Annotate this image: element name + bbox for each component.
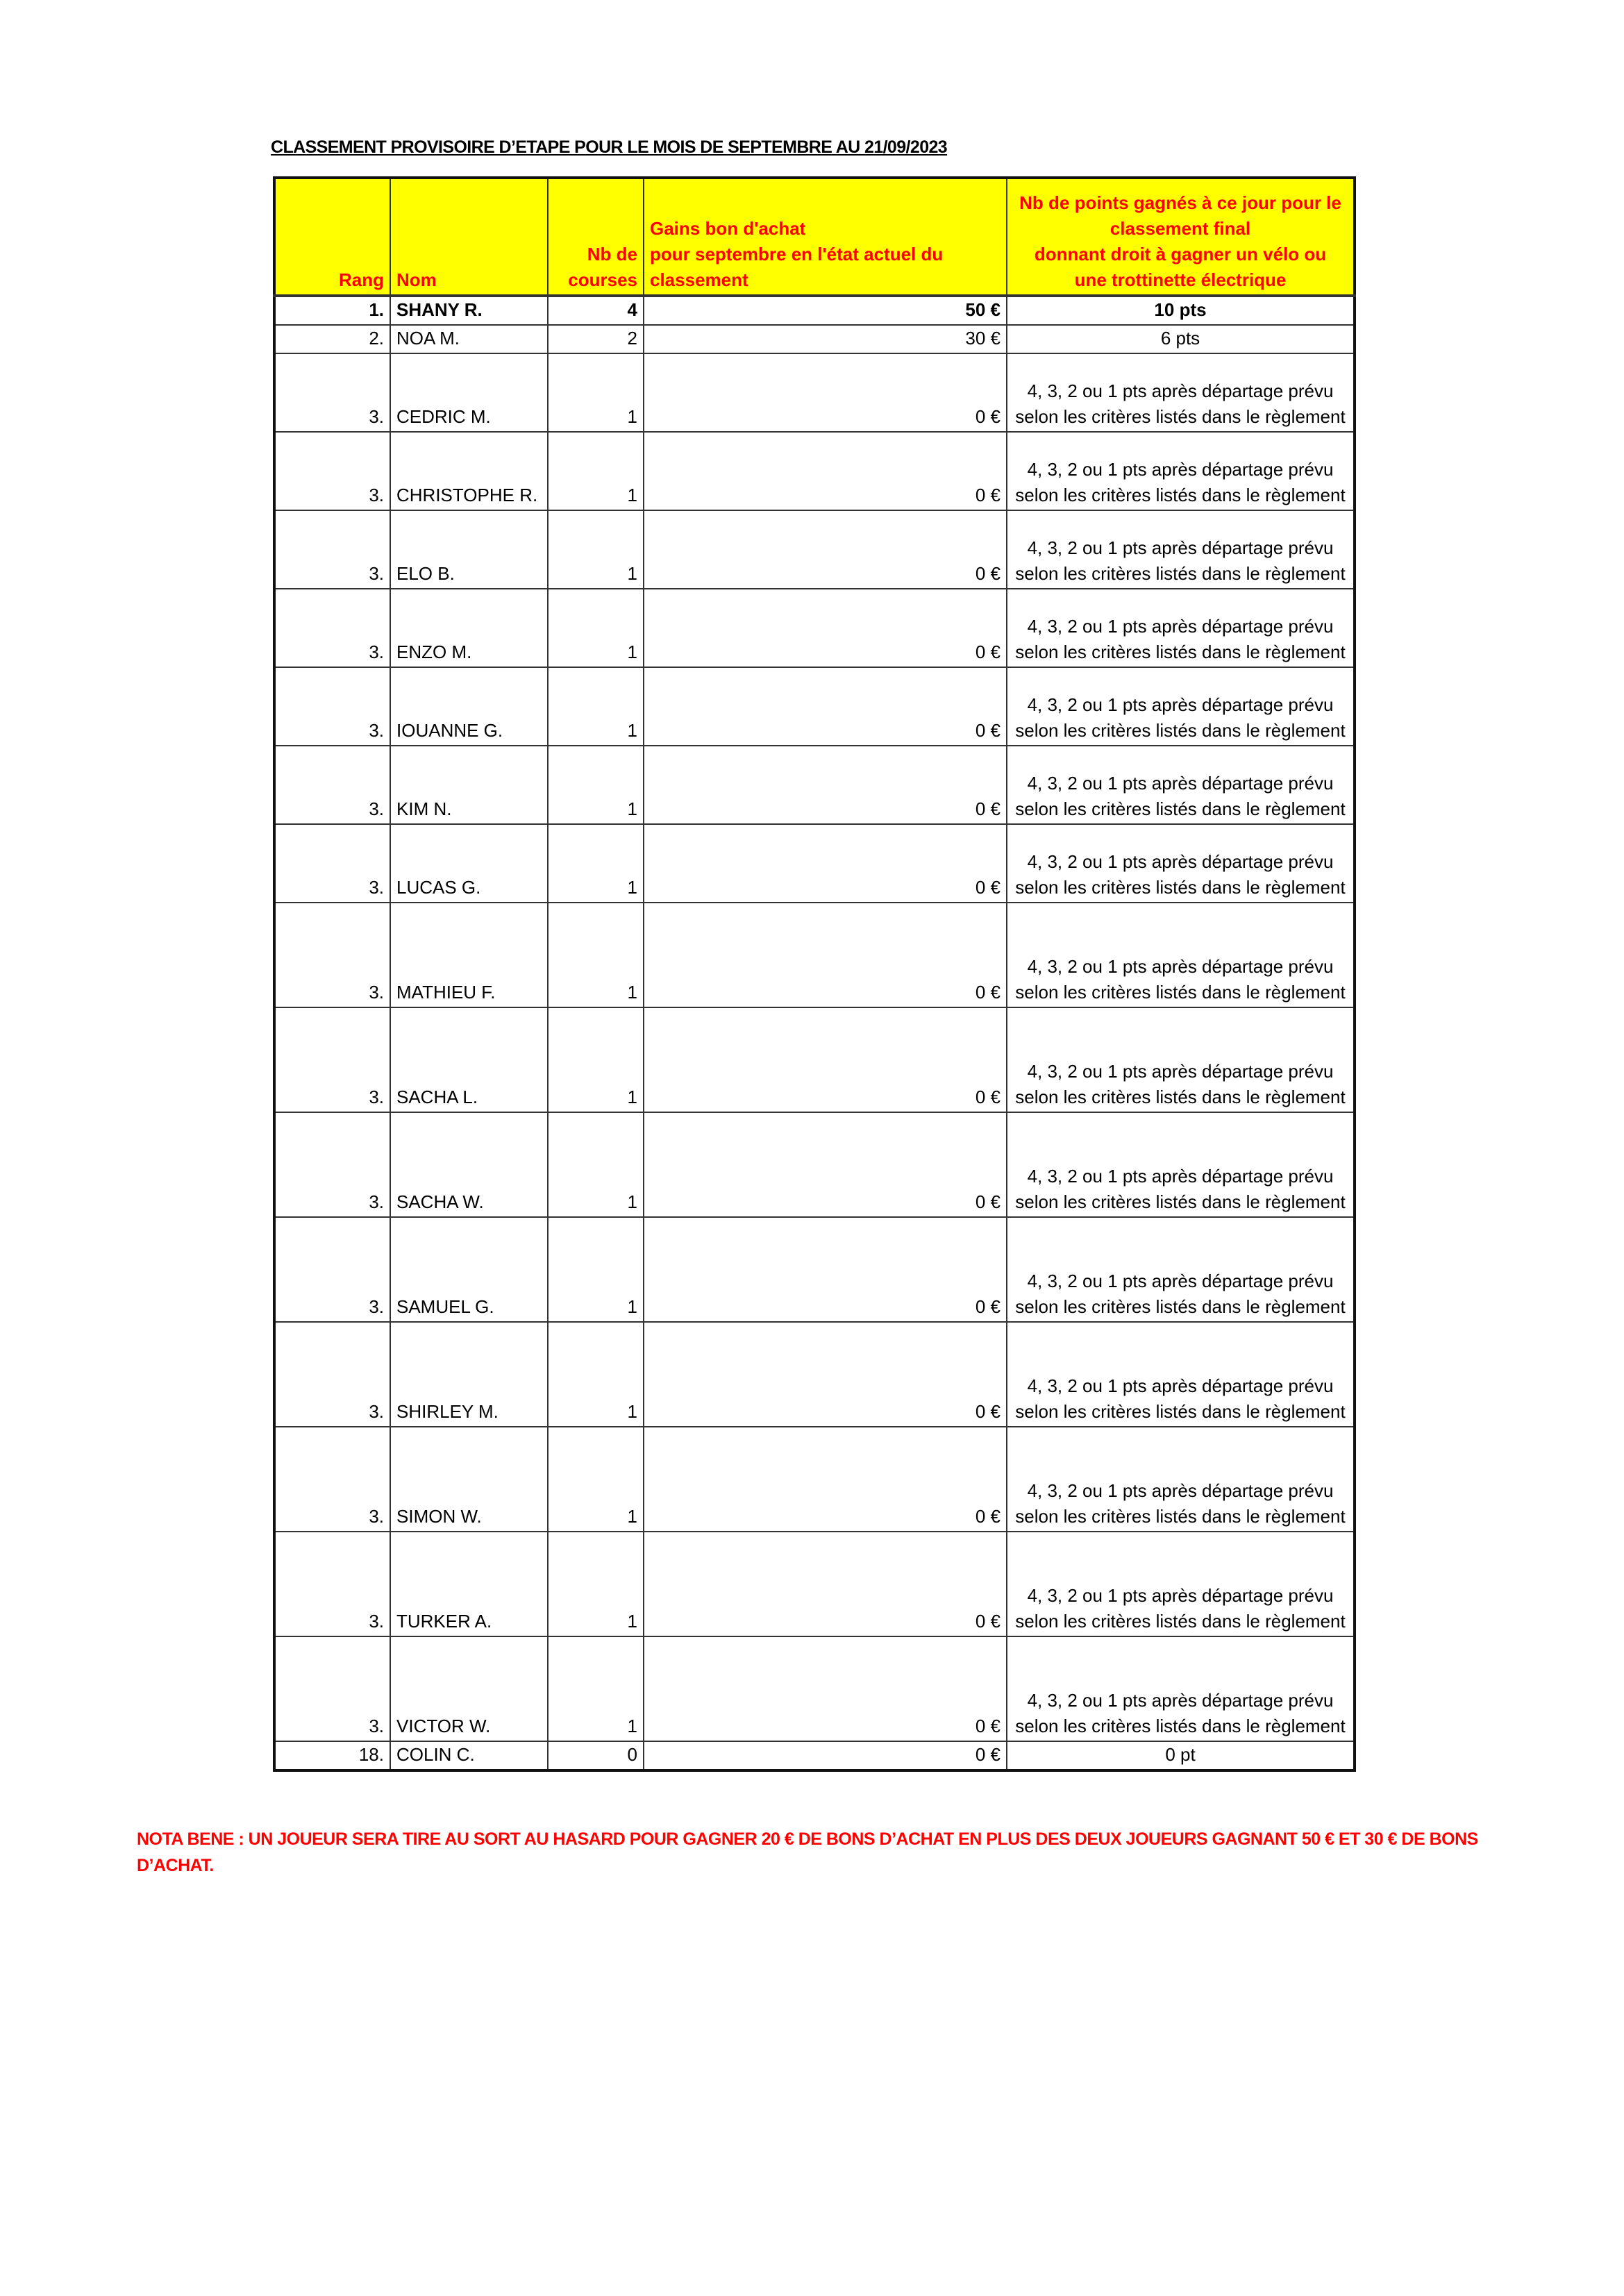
points-cell: 4, 3, 2 ou 1 pts après départage prévu selon les critères listés dans le règlement bbox=[1007, 1007, 1355, 1112]
race-count-cell: 1 bbox=[548, 746, 644, 824]
name-cell: LUCAS G. bbox=[390, 824, 548, 903]
race-count-cell: 1 bbox=[548, 1532, 644, 1636]
race-count-cell: 1 bbox=[548, 510, 644, 589]
table-row bbox=[274, 667, 1355, 746]
points-cell: 4, 3, 2 ou 1 pts après départage prévu selon les critères listés dans le règlement bbox=[1007, 432, 1355, 510]
table-row bbox=[274, 432, 1355, 510]
name-cell: COLIN C. bbox=[390, 1741, 548, 1770]
voucher-gain-cell: 0 € bbox=[644, 824, 1007, 903]
table-row bbox=[274, 510, 1355, 589]
table-row bbox=[274, 1636, 1355, 1741]
header-gains-line: Gains bon d'achat bbox=[650, 218, 806, 239]
voucher-gain-cell: 0 € bbox=[644, 746, 1007, 824]
rank-cell: 3. bbox=[274, 589, 390, 667]
race-count-cell: 1 bbox=[548, 1217, 644, 1322]
name-cell: KIM N. bbox=[390, 746, 548, 824]
rank-cell: 3. bbox=[274, 1007, 390, 1112]
points-cell: 4, 3, 2 ou 1 pts après départage prévu selon les critères listés dans le règlement bbox=[1007, 1322, 1355, 1427]
points-cell: 6 pts bbox=[1007, 325, 1355, 353]
voucher-gain-cell: 0 € bbox=[644, 510, 1007, 589]
rank-cell: 3. bbox=[274, 1322, 390, 1427]
name-cell: IOUANNE G. bbox=[390, 667, 548, 746]
name-cell: TURKER A. bbox=[390, 1532, 548, 1636]
header-nom: Nom bbox=[390, 178, 548, 296]
name-cell: SHANY R. bbox=[390, 296, 548, 325]
header-rang: Rang bbox=[274, 178, 390, 296]
race-count-cell: 4 bbox=[548, 296, 644, 325]
table-row bbox=[274, 325, 1355, 353]
name-cell: SACHA W. bbox=[390, 1112, 548, 1217]
voucher-gain-cell: 0 € bbox=[644, 353, 1007, 432]
race-count-cell: 1 bbox=[548, 824, 644, 903]
points-cell: 10 pts bbox=[1007, 296, 1355, 325]
voucher-gain-cell: 0 € bbox=[644, 1741, 1007, 1770]
rank-cell: 3. bbox=[274, 667, 390, 746]
name-cell: SIMON W. bbox=[390, 1427, 548, 1532]
voucher-gain-cell: 0 € bbox=[644, 1217, 1007, 1322]
ranking-table bbox=[273, 176, 1356, 1772]
voucher-gain-cell: 50 € bbox=[644, 296, 1007, 325]
rank-cell: 2. bbox=[274, 325, 390, 353]
name-cell: SACHA L. bbox=[390, 1007, 548, 1112]
table-row bbox=[274, 589, 1355, 667]
race-count-cell: 1 bbox=[548, 903, 644, 1007]
points-cell: 4, 3, 2 ou 1 pts après départage prévu selon les critères listés dans le règlement bbox=[1007, 824, 1355, 903]
points-cell: 4, 3, 2 ou 1 pts après départage prévu selon les critères listés dans le règlement bbox=[1007, 1112, 1355, 1217]
table-row bbox=[274, 1112, 1355, 1217]
name-cell: ELO B. bbox=[390, 510, 548, 589]
rank-cell: 3. bbox=[274, 510, 390, 589]
header-points-line: Nb de points gagnés à ce jour pour le bbox=[1019, 192, 1341, 213]
voucher-gain-cell: 0 € bbox=[644, 1532, 1007, 1636]
points-cell: 4, 3, 2 ou 1 pts après départage prévu selon les critères listés dans le règlement bbox=[1007, 667, 1355, 746]
voucher-gain-cell: 0 € bbox=[644, 667, 1007, 746]
race-count-cell: 1 bbox=[548, 353, 644, 432]
points-cell: 4, 3, 2 ou 1 pts après départage prévu selon les critères listés dans le règlement bbox=[1007, 1427, 1355, 1532]
points-cell: 4, 3, 2 ou 1 pts après départage prévu selon les critères listés dans le règlement bbox=[1007, 746, 1355, 824]
rank-cell: 3. bbox=[274, 1532, 390, 1636]
table-row bbox=[274, 1532, 1355, 1636]
name-cell: SAMUEL G. bbox=[390, 1217, 548, 1322]
rank-cell: 18. bbox=[274, 1741, 390, 1770]
points-cell: 4, 3, 2 ou 1 pts après départage prévu selon les critères listés dans le règlement bbox=[1007, 353, 1355, 432]
name-cell: SHIRLEY M. bbox=[390, 1322, 548, 1427]
name-cell: MATHIEU F. bbox=[390, 903, 548, 1007]
table-row bbox=[274, 824, 1355, 903]
points-cell: 4, 3, 2 ou 1 pts après départage prévu selon les critères listés dans le règlement bbox=[1007, 1636, 1355, 1741]
voucher-gain-cell: 30 € bbox=[644, 325, 1007, 353]
voucher-gain-cell: 0 € bbox=[644, 1112, 1007, 1217]
rank-cell: 3. bbox=[274, 1427, 390, 1532]
table-row bbox=[274, 1322, 1355, 1427]
rank-cell: 3. bbox=[274, 1112, 390, 1217]
header-points-line: une trottinette électrique bbox=[1074, 269, 1287, 290]
table-row bbox=[274, 1741, 1355, 1770]
voucher-gain-cell: 0 € bbox=[644, 1636, 1007, 1741]
table-row bbox=[274, 746, 1355, 824]
header-nb-courses-line: courses bbox=[568, 269, 637, 290]
race-count-cell: 1 bbox=[548, 589, 644, 667]
voucher-gain-cell: 0 € bbox=[644, 589, 1007, 667]
table-row bbox=[274, 903, 1355, 1007]
rank-cell: 1. bbox=[274, 296, 390, 325]
rank-cell: 3. bbox=[274, 1636, 390, 1741]
header-nb-courses bbox=[548, 178, 644, 296]
header-points bbox=[1007, 178, 1355, 296]
race-count-cell: 1 bbox=[548, 667, 644, 746]
header-points-line: donnant droit à gagner un vélo ou bbox=[1034, 244, 1327, 265]
header-gains-line: pour septembre en l'état actuel du bbox=[650, 244, 944, 265]
voucher-gain-cell: 0 € bbox=[644, 903, 1007, 1007]
name-cell: CEDRIC M. bbox=[390, 353, 548, 432]
table-row bbox=[274, 1217, 1355, 1322]
race-count-cell: 1 bbox=[548, 432, 644, 510]
points-cell: 4, 3, 2 ou 1 pts après départage prévu selon les critères listés dans le règlement bbox=[1007, 510, 1355, 589]
table-row bbox=[274, 353, 1355, 432]
voucher-gain-cell: 0 € bbox=[644, 1007, 1007, 1112]
points-cell: 4, 3, 2 ou 1 pts après départage prévu selon les critères listés dans le règlement bbox=[1007, 903, 1355, 1007]
rank-cell: 3. bbox=[274, 746, 390, 824]
race-count-cell: 1 bbox=[548, 1112, 644, 1217]
header-gains-line: classement bbox=[650, 269, 748, 290]
race-count-cell: 2 bbox=[548, 325, 644, 353]
rank-cell: 3. bbox=[274, 353, 390, 432]
race-count-cell: 1 bbox=[548, 1636, 644, 1741]
points-cell: 4, 3, 2 ou 1 pts après départage prévu selon les critères listés dans le règlement bbox=[1007, 1217, 1355, 1322]
header-nb-courses-line: Nb de bbox=[587, 244, 637, 265]
race-count-cell: 1 bbox=[548, 1427, 644, 1532]
table-row bbox=[274, 1427, 1355, 1532]
rank-cell: 3. bbox=[274, 432, 390, 510]
race-count-cell: 0 bbox=[548, 1741, 644, 1770]
table-row bbox=[274, 296, 1355, 325]
voucher-gain-cell: 0 € bbox=[644, 1427, 1007, 1532]
voucher-gain-cell: 0 € bbox=[644, 432, 1007, 510]
race-count-cell: 1 bbox=[548, 1007, 644, 1112]
header-points-line: classement final bbox=[1110, 218, 1251, 239]
rank-cell: 3. bbox=[274, 824, 390, 903]
points-cell: 4, 3, 2 ou 1 pts après départage prévu selon les critères listés dans le règlement bbox=[1007, 589, 1355, 667]
document-title: CLASSEMENT PROVISOIRE D’ETAPE POUR LE MOIS DE SEPTEMBRE AU 21/09/2023 bbox=[271, 137, 948, 157]
name-cell: CHRISTOPHE R. bbox=[390, 432, 548, 510]
nota-bene-note: NOTA BENE : UN JOUEUR SERA TIRE AU SORT AU HASARD POUR GAGNER 20 € DE BONS D’ACHAT EN PLUS DES DEUX JOUEURS GAGNANT 50 € ET 30 € DE BONS D’ACHAT. bbox=[137, 1829, 1478, 1875]
table-row bbox=[274, 1007, 1355, 1112]
header-gains bbox=[644, 178, 1007, 296]
points-cell: 4, 3, 2 ou 1 pts après départage prévu selon les critères listés dans le règlement bbox=[1007, 1532, 1355, 1636]
points-cell: 0 pt bbox=[1007, 1741, 1355, 1770]
rank-cell: 3. bbox=[274, 903, 390, 1007]
race-count-cell: 1 bbox=[548, 1322, 644, 1427]
table-header-row bbox=[274, 178, 1355, 296]
name-cell: VICTOR W. bbox=[390, 1636, 548, 1741]
rank-cell: 3. bbox=[274, 1217, 390, 1322]
name-cell: NOA M. bbox=[390, 325, 548, 353]
name-cell: ENZO M. bbox=[390, 589, 548, 667]
voucher-gain-cell: 0 € bbox=[644, 1322, 1007, 1427]
